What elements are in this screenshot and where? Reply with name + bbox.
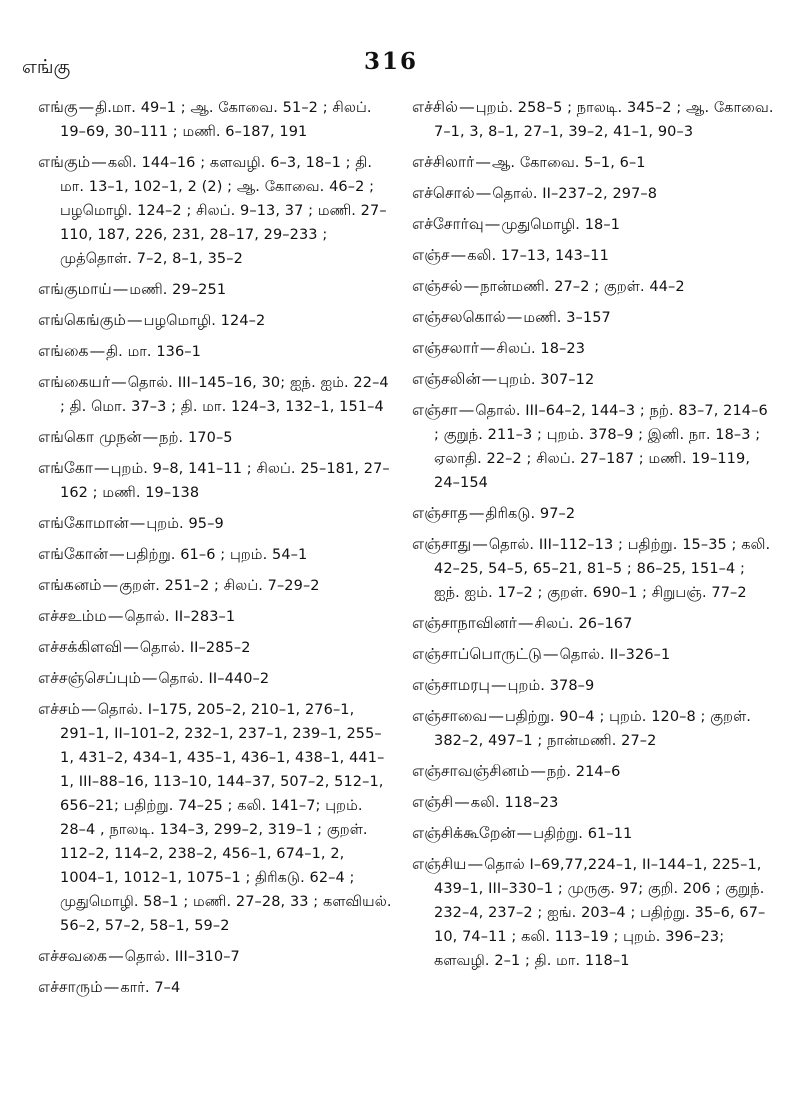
entry-dash: — — [472, 535, 488, 553]
entry-dash: — — [111, 373, 127, 391]
entry-dash: — — [516, 824, 533, 842]
entry-headword: எஞ்சாது — [412, 535, 472, 553]
entry-dash: — — [458, 401, 475, 419]
entry-references: கலி. 144–16 ; களவழி. 6–3, 18–1 ; தி. மா. 13–1, 102–1, 2 (2) ; ஆ. கோவை. 46–2 ; பழமொழி. 124–2 ; சிலப். 9–13, 37 ; மணி. 27–110, 187, 226, 231, 28–17, 29–233 ; முத்தொள். 7–2, 8–1, 35–2 — [60, 155, 387, 267]
entry-headword: எங்கோ — [38, 459, 93, 477]
entry-headword: எங்கெங்கும் — [38, 311, 126, 329]
entry-references: நற். 170–5 — [159, 430, 233, 446]
entry-references: கலி. 118–23 — [470, 795, 559, 811]
entry-headword: எங்கோமான் — [38, 514, 129, 532]
right-column — [412, 96, 774, 980]
entry-headword: எஞ்சிக்கூறேன் — [412, 824, 516, 842]
index-entry — [412, 705, 774, 753]
entry-dash: — — [450, 246, 467, 264]
index-entry — [38, 976, 392, 1000]
entry-headword: எச்சக்கிளவி — [38, 638, 123, 656]
entry-references: ஆ. கோவை. 5–1, 6–1 — [492, 155, 646, 171]
index-entry — [412, 643, 774, 667]
entry-references: நற். 214–6 — [546, 764, 621, 780]
entry-headword: எங்கனம் — [38, 576, 102, 594]
index-entry — [38, 309, 392, 333]
entry-headword: எஞ்சாவை — [412, 707, 488, 725]
index-entry — [412, 275, 774, 299]
entry-headword: எச்சஞ்செப்பும் — [38, 669, 141, 687]
index-entry — [38, 96, 392, 144]
entry-references: சிலப். 26–167 — [534, 616, 633, 632]
entry-dash: — — [475, 153, 491, 171]
entry-dash: — — [94, 459, 110, 477]
entry-headword: எங்கொ முநன் — [38, 428, 142, 446]
entry-headword: எஞ்சிய — [412, 855, 467, 873]
entry-dash: — — [107, 607, 124, 625]
entry-headword: எஞ்சா — [412, 401, 458, 419]
entry-dash: — — [484, 215, 501, 233]
entry-headword: எச்சாரும் — [38, 978, 103, 996]
entry-references: தொல். II–440–2 — [158, 671, 270, 687]
index-entry — [412, 853, 774, 973]
entry-headword: எஞ்சாமரபு — [412, 676, 491, 694]
entry-dash: — — [123, 638, 139, 656]
index-entry — [38, 574, 392, 598]
entry-references: தொல் I–69,77,224–1, II–144–1, 225–1, 439–1, III–330–1 ; முருகு. 97; குறி. 206 ; குறுந். 232–4, 237–2 ; ஐங். 203–4 ; பதிற்று. 35–6, 67–10, 74–11 ; கலி. 113–19 ; புறம். 396–23; களவழி. 2–1 ; தி. மா. 118–1 — [434, 857, 766, 969]
entry-dash: — — [141, 669, 158, 687]
index-entry — [38, 340, 392, 364]
index-entry — [38, 426, 392, 450]
entry-dash: — — [475, 184, 492, 202]
entry-references: பழமொழி. 124–2 — [143, 313, 266, 329]
index-entry — [38, 371, 392, 419]
index-entry — [38, 457, 392, 505]
index-entry — [38, 698, 392, 938]
index-entry — [412, 182, 774, 206]
entry-headword: எஞ்சலின் — [412, 370, 481, 388]
entry-headword: எங்கையர் — [38, 373, 111, 391]
entry-dash: — — [89, 342, 106, 360]
entry-headword: எஞ்சாப்பொருட்டு — [412, 645, 542, 663]
entry-references: புறம். 95–9 — [146, 516, 224, 532]
entry-dash: — — [129, 514, 146, 532]
entry-dash: — — [109, 545, 125, 563]
entry-references: தொல். III–145–16, 30; ஐந். ஐம். 22–4 ; தி. மொ. 37–3 ; தி. மா. 124–3, 132–1, 151–4 — [60, 375, 389, 415]
entry-references: புறம். 307–12 — [498, 372, 595, 388]
entry-dash: — — [491, 676, 507, 694]
entry-headword: எச்சோர்வு — [412, 215, 484, 233]
entry-references: தொல். II–237–2, 297–8 — [492, 186, 658, 202]
index-entry — [38, 151, 392, 271]
entry-references: புறம். 9–8, 141–11 ; சிலப். 25–181, 27–162 ; மணி. 19–138 — [60, 461, 390, 501]
entry-headword: எச்சவகை — [38, 947, 108, 965]
entry-dash: — — [108, 947, 124, 965]
entry-dash: — — [102, 576, 119, 594]
entry-dash: — — [126, 311, 143, 329]
index-entry — [412, 368, 774, 392]
index-entry — [412, 612, 774, 636]
entry-references: தி.மா. 49–1 ; ஆ. கோவை. 51–2 ; சிலப். 19–69, 30–111 ; மணி. 6–187, 191 — [60, 100, 372, 140]
index-entry — [412, 533, 774, 605]
entry-references: தி. மா. 136–1 — [106, 344, 201, 360]
entry-dash: — — [488, 707, 504, 725]
entry-dash: — — [454, 793, 470, 811]
index-entry — [38, 278, 392, 302]
index-entry — [412, 337, 774, 361]
entry-headword: எஞ்சாநாவினர் — [412, 614, 517, 632]
index-entry — [412, 244, 774, 268]
index-entry — [412, 399, 774, 495]
entry-dash: — — [91, 153, 107, 171]
entry-references: தொல். II–285–2 — [139, 640, 251, 656]
entry-headword: எங்கு — [38, 98, 78, 116]
entry-dash: — — [81, 700, 97, 718]
entry-headword: எங்கோன் — [38, 545, 109, 563]
entry-dash: — — [78, 98, 95, 116]
entry-references: தொல். I–175, 205–2, 210–1, 276–1, 291–1, II–101–2, 232–1, 237–1, 239–1, 255–1, 431–2, 434–1, 435–1, 436–1, 438–1, 441–1, III–88–16, 113–10, 144–37, 507–2, 512–1, 656–21; பதிற்று. 74–25 ; கலி. 141–7; புறம். 28–4 , நாலடி. 134–3, 299–2, 319–1 ; குறள். 112–2, 114–2, 238–2, 456–1, 674–1, 2, 1004–1, 1012–1, 1075–1 ; திரிகடு. 62–4 ; முதுமொழி. 58–1 ; மணி. 27–28, 33 ; களவியல். 56–2, 57–2, 58–1, 59–2 — [60, 702, 392, 934]
entry-dash: — — [459, 98, 475, 116]
entry-headword: எச்சஉம்ம — [38, 607, 107, 625]
entry-references: தொல். III–112–13 ; பதிற்று. 15–35 ; கலி. 42–25, 54–5, 65–21, 81–5 ; 86–25, 151–4 ; ஐந். ஐம். 17–2 ; குறள். 690–1 ; சிறுபஞ். 77–2 — [434, 537, 771, 601]
running-header-word: எங்கு — [22, 56, 71, 78]
entry-references: கலி. 17–13, 143–11 — [467, 248, 609, 264]
entry-references: தொல். III–64–2, 144–3 ; நற். 83–7, 214–6 ; குறுந். 211–3 ; புறம். 378–9 ; இனி. நா. 18–3 ; ஏலாதி. 22–2 ; சிலப். 27–187 ; மணி. 19–119, 24–154 — [434, 403, 768, 491]
entry-references: பதிற்று. 90–4 ; புறம். 120–8 ; குறள். 382–2, 497–1 ; நான்மணி. 27–2 — [434, 709, 752, 749]
index-entry — [412, 213, 774, 237]
entry-dash: — — [517, 614, 534, 632]
index-entry — [38, 543, 392, 567]
entry-headword: எஞ்சல் — [412, 277, 463, 295]
entry-headword: எங்குமாய் — [38, 280, 112, 298]
entry-dash: — — [468, 504, 485, 522]
entry-references: முதுமொழி. 18–1 — [501, 217, 621, 233]
entry-references: புறம். 378–9 — [507, 678, 595, 694]
entry-dash: — — [142, 428, 159, 446]
index-entry — [412, 306, 774, 330]
entry-references: கார். 7–4 — [120, 980, 181, 996]
entry-references: பதிற்று. 61–6 ; புறம். 54–1 — [125, 547, 308, 563]
index-entry — [38, 636, 392, 660]
entry-dash: — — [506, 308, 523, 326]
page-number: 316 — [364, 48, 419, 75]
entry-headword: எஞ்சலார் — [412, 339, 479, 357]
index-entry — [38, 512, 392, 536]
entry-dash: — — [467, 855, 484, 873]
entry-dash: — — [103, 978, 120, 996]
index-entry — [38, 667, 392, 691]
entry-references: தொல். II–283–1 — [124, 609, 236, 625]
index-entry — [412, 96, 774, 144]
entry-references: நான்மணி. 27–2 ; குறள். 44–2 — [480, 279, 685, 295]
index-entry — [412, 151, 774, 175]
entry-references: திரிகடு. 97–2 — [485, 506, 576, 522]
entry-references: தொல். III–310–7 — [124, 949, 240, 965]
entry-headword: எங்கை — [38, 342, 89, 360]
entry-headword: எஞ்ச — [412, 246, 450, 264]
left-column — [38, 96, 392, 1007]
index-entry — [412, 791, 774, 815]
entry-references: தொல். II–326–1 — [559, 647, 671, 663]
index-entry — [412, 760, 774, 784]
entry-references: சிலப். 18–23 — [496, 341, 586, 357]
index-entry — [38, 605, 392, 629]
entry-headword: எஞ்சாவஞ்சினம் — [412, 762, 530, 780]
entry-dash: — — [112, 280, 129, 298]
entry-references: பதிற்று. 61–11 — [533, 826, 633, 842]
entry-headword: எச்சம் — [38, 700, 81, 718]
entry-dash: — — [543, 645, 559, 663]
entry-references: குறள். 251–2 ; சிலப். 7–29–2 — [119, 578, 320, 594]
entry-references: புறம். 258–5 ; நாலடி. 345–2 ; ஆ. கோவை. 7–1, 3, 8–1, 27–1, 39–2, 41–1, 90–3 — [434, 100, 774, 140]
entry-headword: எஞ்சலகொல் — [412, 308, 506, 326]
entry-dash: — — [530, 762, 546, 780]
entry-dash: — — [479, 339, 496, 357]
entry-dash: — — [481, 370, 498, 388]
entry-headword: எச்சில் — [412, 98, 459, 116]
entry-dash: — — [463, 277, 480, 295]
entry-headword: எச்சிலார் — [412, 153, 475, 171]
index-entry — [412, 674, 774, 698]
entry-headword: எங்கும் — [38, 153, 91, 171]
entry-headword: எஞ்சாத — [412, 504, 468, 522]
index-entry — [412, 502, 774, 526]
index-entry — [38, 945, 392, 969]
entry-headword: எஞ்சி — [412, 793, 454, 811]
entry-references: மணி. 3–157 — [523, 310, 611, 326]
entry-headword: எச்சொல் — [412, 184, 475, 202]
index-entry — [412, 822, 774, 846]
entry-references: மணி. 29–251 — [129, 282, 227, 298]
